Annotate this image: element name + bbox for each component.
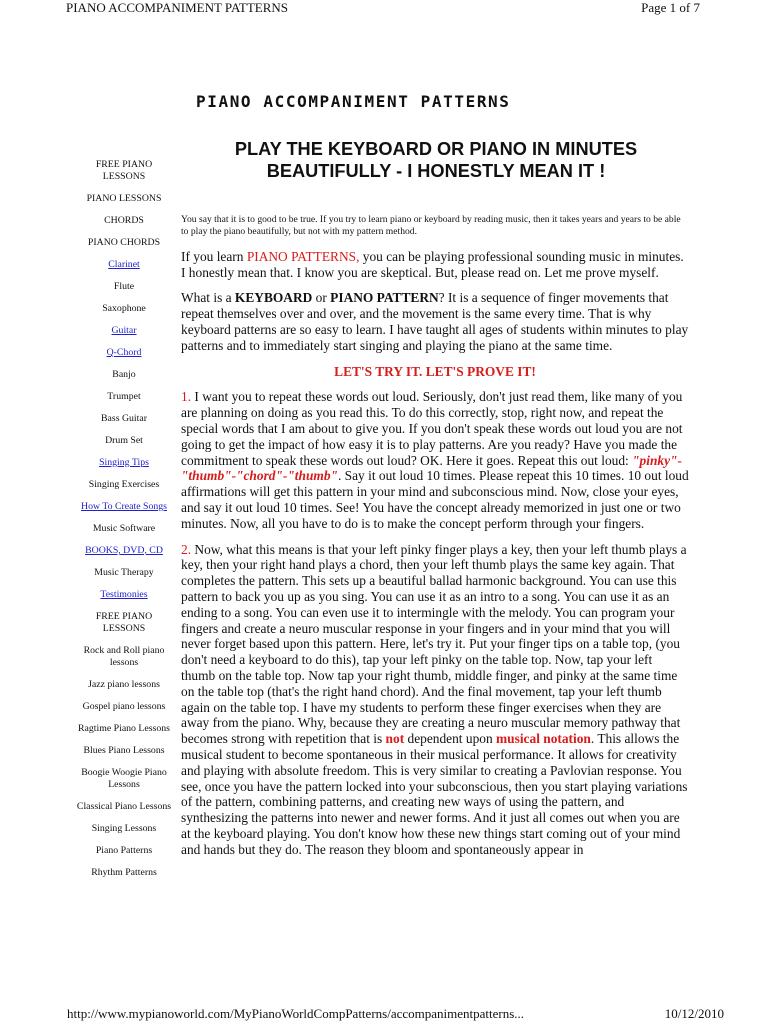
p2-text-c: ? It is a sequence of finger movements that repeat themselves over and over, and the movement is the same every time. That is why keyboard patterns are so easy to learn. I have taught all ages of students within minutes to play patterns and to immediately start singing and playing the piano at the same time. <box>181 290 689 353</box>
sidebar-item: FREE PIANO LESSONS <box>95 611 153 634</box>
main-content <box>181 214 689 868</box>
sidebar-item: Rhythm Patterns <box>91 867 157 878</box>
sidebar-item: Ragtime Piano Lessons <box>78 723 170 734</box>
sidebar-item: PIANO CHORDS <box>87 237 161 248</box>
lets-try-heading: LET'S TRY IT. LET'S PROVE IT! <box>334 363 536 379</box>
sidebar-item[interactable]: Testimonies <box>100 589 148 600</box>
piano-pattern-term: PIANO PATTERN <box>330 290 439 306</box>
page-number: Page 1 of 7 <box>641 0 700 15</box>
sidebar-item: Classical Piano Lessons <box>76 801 172 812</box>
step-2-number: 2. <box>181 541 192 557</box>
intro-note: You say that it is to good to be true. If you try to learn piano or keyboard by reading music, then it takes years and years to be able to play the piano beautifully, but not with my pattern method. <box>181 214 681 238</box>
sidebar-item[interactable]: Clarinet <box>108 259 140 270</box>
p4-text-a: Now, what this means is that your left pinky finger plays a key, then your left thumb plays a key, then your right hand plays a chord, then your left thumb plays the same key again. That completes the pattern. This sets up a beautiful ballad harmonic background. You can use this pattern to back you up as you sing. You can use it as an intro to a song. You can use it as an ending to a song. You can even use it to intermingle with the melody. You can program your fingers and create a neuro muscular response in your fingers and in your mind that you will never forget based upon this pattern. Here, let's try it. Put your finger tips on a table top, (you don't need a keyboard to do this), tap your left pinky on the table top. Now, tap your left thumb on the table top. Now tap your right thumb, middle finger, and pinky at the same time on the table top (that's the right hand chord). And the final movement, tap your left thumb again on the table top. I have my students to perform these finger exercises when they are away from the piano. Why, because they are creating a neuro muscular memory pathway that becomes strong with repetition that is <box>181 541 687 747</box>
sidebar-item: Rock and Roll piano lessons <box>83 645 165 668</box>
main-title-line-1: PLAY THE KEYBOARD OR PIANO IN MINUTES <box>234 139 638 159</box>
p2-text-a: What is a <box>181 290 235 306</box>
p1-text-a: If you learn <box>181 248 247 264</box>
musical-notation-emphasis: musical notation <box>496 731 591 747</box>
sidebar-item[interactable]: Guitar <box>111 325 137 336</box>
sidebar-item: Blues Piano Lessons <box>83 745 165 756</box>
sidebar-item: Banjo <box>112 369 136 380</box>
sidebar-item[interactable]: BOOKS, DVD, CD <box>85 545 163 556</box>
footer-url: http://www.mypianoworld.com/MyPianoWorldCompPatterns/accompanimentpatterns... <box>67 1006 525 1021</box>
sidebar-item: Bass Guitar <box>101 413 147 424</box>
pattern-words: "pinky"-"thumb"-"chord"-"thumb" <box>181 452 682 484</box>
sidebar-item[interactable]: Singing Tips <box>99 457 149 468</box>
piano-patterns-link[interactable]: PIANO PATTERNS, <box>246 248 360 264</box>
paragraph-what-is-pattern <box>181 290 689 353</box>
sidebar-item: Music Software <box>92 523 156 534</box>
sidebar-item: CHORDS <box>104 215 144 226</box>
sidebar-item: Piano Patterns <box>95 845 153 856</box>
main-title <box>192 138 680 182</box>
p4-text-c: . This allows the musical student to become spontaneous in their musical performance. It allows for creativity and playing with absolute freedom. This is very similar to creating a Pavlovian response. You see, once you have the pattern locked into your subconscious, then you start playing variations of the pattern, combining patterns, and creating new ways of using the pattern, and synthesizing the patterns into newer and newer forms. And it just all comes out when you are at the keyboard playing. You don't know how these new things start coming out of your mind and hands but they do. The reason they bloom and spontaneously appear in <box>181 731 688 857</box>
sidebar-item: Singing Exercises <box>88 479 160 490</box>
sidebar-item[interactable]: How To Create Songs <box>81 501 167 512</box>
main-title-line-2: BEAUTIFULLY - I HONESTLY MEAN IT ! <box>266 161 606 181</box>
step-1-number: 1. <box>181 389 192 405</box>
sidebar-item: FREE PIANO LESSONS <box>95 159 153 182</box>
paragraph-step-2 <box>181 542 689 858</box>
site-title: PIANO ACCOMPANIMENT PATTERNS <box>196 92 511 111</box>
sidebar-item: Trumpet <box>107 391 141 402</box>
sidebar-item: Gospel piano lessons <box>82 701 166 712</box>
sidebar-item[interactable]: Q-Chord <box>106 347 142 358</box>
p3-text-a: I want you to repeat these words out loud. Seriously, don't just read them, like many of you are planning on doing as you read this. To do this correctly, stop, right now, and repeat the special words that I am about to give you. If you don't speak these words out loud you are not going to get the impact of how easy it is to play patterns. Are you ready? Have you made the commitment to speak these words out loud? OK. Here it goes. Repeat this out loud: <box>181 389 683 468</box>
sidebar-item: Singing Lessons <box>91 823 157 834</box>
not-emphasis: not <box>385 731 405 747</box>
sidebar-item: Music Therapy <box>94 567 154 578</box>
sidebar-item: Jazz piano lessons <box>88 679 160 690</box>
sidebar-item: Flute <box>113 281 135 292</box>
p2-or: or <box>312 290 331 306</box>
p3-text-b: . Say it out loud 10 times. Please repeat this 10 times. 10 out loud affirmations will get this pattern in your mind and subconscious mind. Now, close your eyes, and say it out loud 10 times. See! You have the concept already memorized in just one or two minutes. Now, all you have to do is to make the concept perform through your fingers. <box>181 468 689 531</box>
sidebar-item: Boogie Woogie Piano Lessons <box>81 767 167 790</box>
paragraph-piano-patterns <box>181 249 689 281</box>
p1-text-b: you can be playing professional sounding music in minutes. I honestly mean that. I know you are skeptical. But, please read on. Let me prove myself. <box>181 248 684 280</box>
keyboard-term: KEYBOARD <box>234 290 313 306</box>
sidebar-nav <box>76 159 172 879</box>
page-header-title: PIANO ACCOMPANIMENT PATTERNS <box>66 0 289 15</box>
p4-text-b: dependent upon <box>404 731 497 747</box>
sidebar-item: Drum Set <box>105 435 143 446</box>
footer-date: 10/12/2010 <box>664 1006 724 1021</box>
sidebar-item: Saxophone <box>102 303 146 314</box>
paragraph-step-1 <box>181 389 689 531</box>
sidebar-item: PIANO LESSONS <box>86 193 162 204</box>
